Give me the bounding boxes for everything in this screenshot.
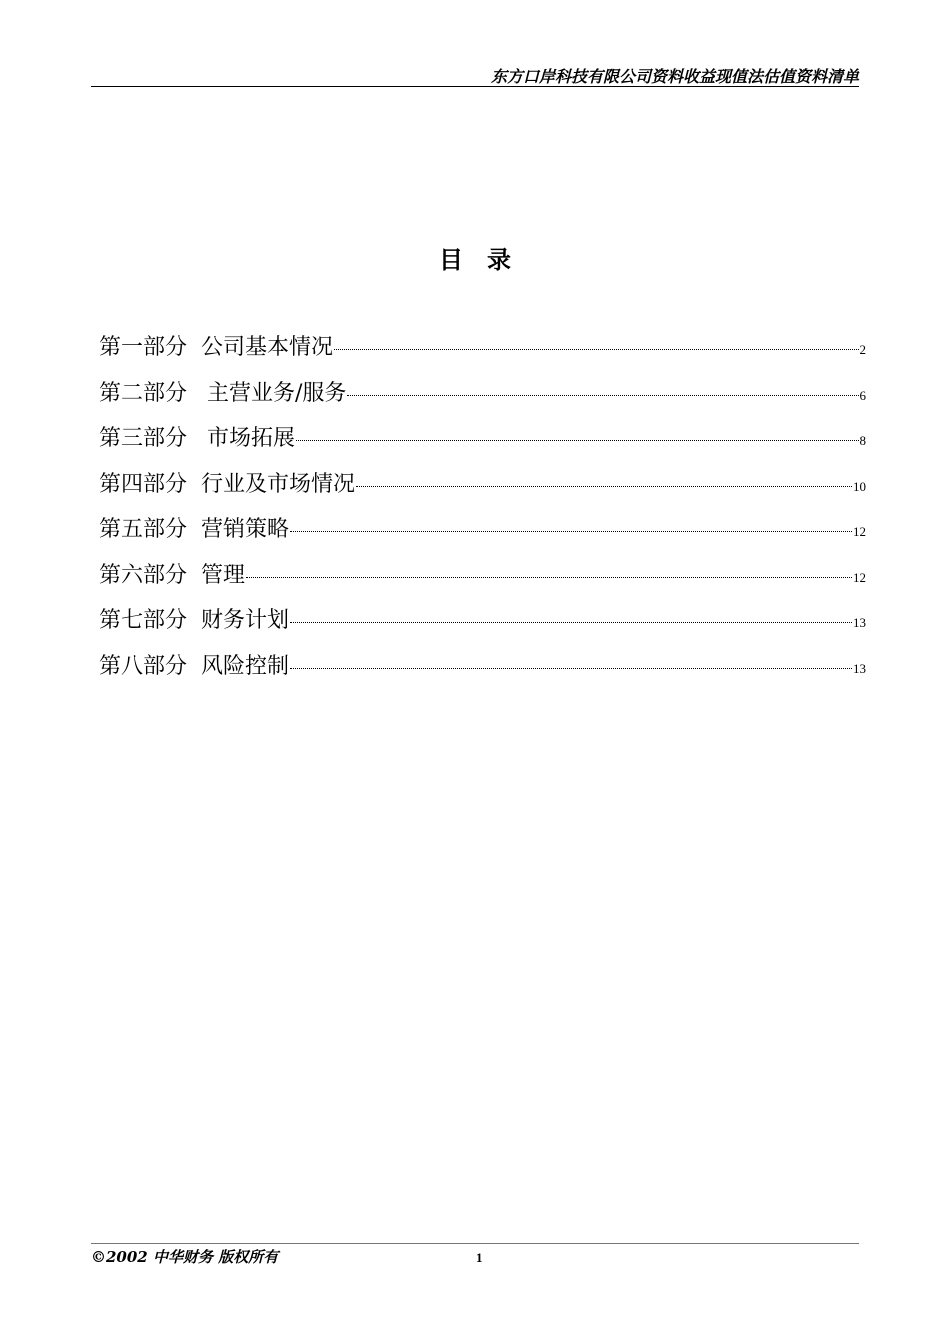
toc-part-label: 第一部分 [99, 335, 188, 360]
toc-entry-5[interactable] [99, 512, 866, 558]
toc-entry-7[interactable] [99, 603, 866, 649]
toc-page-number: 13 [853, 615, 866, 630]
toc-page-number: 13 [853, 660, 866, 676]
toc-page-number: 12 [853, 524, 866, 539]
toc-entry-title: 管理 [201, 562, 246, 588]
footer-copyright: ©2002 中华财务 版权所有 [91, 1248, 279, 1266]
toc-entry-1[interactable] [99, 330, 866, 376]
toc-entry-2[interactable] [99, 376, 866, 422]
header-divider [91, 86, 859, 87]
toc-heading: 目录 [439, 246, 535, 274]
toc-page-number: 12 [853, 569, 866, 585]
table-of-contents [99, 330, 866, 694]
toc-dot-leader [334, 349, 858, 350]
toc-dot-leader [290, 668, 852, 669]
toc-entry-title: 主营业务/服务 [207, 380, 347, 406]
footer-divider [91, 1243, 859, 1244]
toc-part-label: 第八部分 [99, 653, 188, 679]
toc-entry-4[interactable] [99, 467, 866, 513]
toc-page-number: 8 [859, 433, 866, 448]
toc-part-label: 第六部分 [99, 562, 188, 588]
document-header-title: 东方口岸科技有限公司资料收益现值法估值资料清单 [490, 67, 859, 86]
toc-entry-6[interactable] [99, 558, 866, 604]
toc-dot-leader [347, 395, 858, 396]
toc-entry-title: 财务计划 [201, 608, 290, 633]
toc-part-label: 第七部分 [99, 608, 188, 633]
toc-dot-leader [290, 531, 852, 532]
toc-part-label: 第四部分 [99, 471, 188, 497]
toc-entry-8[interactable] [99, 649, 866, 695]
toc-dot-leader [356, 486, 852, 487]
toc-entry-title: 市场拓展 [207, 426, 296, 451]
toc-dot-leader [296, 440, 858, 441]
toc-page-number: 10 [853, 478, 866, 494]
footer-page-number: 1 [476, 1250, 483, 1265]
toc-page-number: 2 [859, 342, 866, 357]
toc-part-label: 第五部分 [99, 517, 188, 542]
toc-part-label: 第二部分 [99, 380, 188, 406]
toc-dot-leader [246, 577, 852, 578]
toc-dot-leader [290, 622, 852, 623]
toc-entry-title: 公司基本情况 [201, 335, 334, 360]
toc-entry-title: 营销策略 [201, 517, 290, 542]
toc-page-number: 6 [859, 387, 866, 403]
toc-part-label: 第三部分 [99, 426, 188, 451]
toc-entry-title: 行业及市场情况 [201, 471, 356, 497]
toc-entry-3[interactable] [99, 421, 866, 467]
toc-entry-title: 风险控制 [201, 653, 290, 679]
